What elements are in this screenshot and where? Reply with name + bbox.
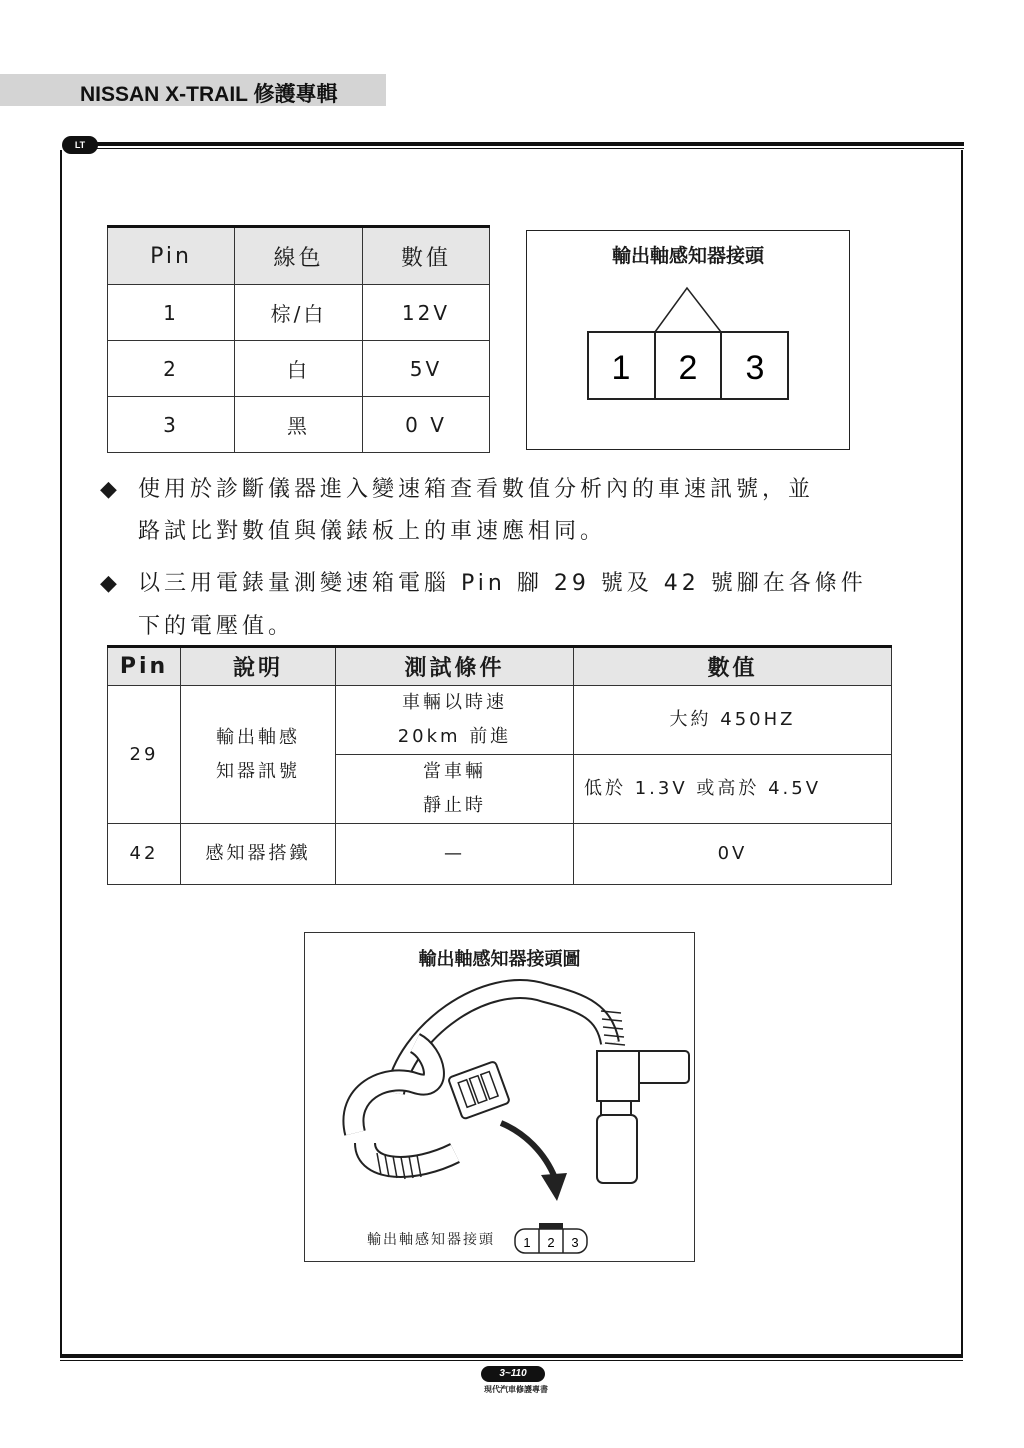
bullet-paragraph [100, 470, 814, 510]
figure-pin-label: 3 [571, 1235, 579, 1250]
column-header: Pin [108, 647, 181, 686]
description-cell: 感知器搭鐵 [181, 824, 336, 885]
bullet-text: 使用於診斷儀器進入變速箱查看數值分析內的車速訊號，並 [138, 477, 815, 502]
condition-line: 當車輛 [423, 761, 486, 782]
column-header: 說明 [181, 647, 336, 686]
pin-cell: 1 [108, 285, 235, 341]
value-cell: 低於 1.3V 或高於 4.5V [574, 755, 892, 824]
bullet-paragraph [100, 564, 867, 604]
table-row [108, 686, 892, 755]
wire-color-cell: 白 [235, 341, 363, 397]
table-row [108, 285, 490, 341]
description-line: 知器訊號 [216, 760, 300, 782]
sensor-illustration [305, 933, 696, 1263]
condition-line: 20km 前進 [397, 726, 512, 747]
value-cell: 12V [363, 285, 490, 341]
column-header: 數值 [574, 647, 892, 686]
figure-pin-label: 1 [523, 1235, 531, 1250]
wire-color-cell: 棕/白 [235, 285, 363, 341]
connector-pin-label: 2 [678, 349, 698, 387]
pin-cell: 29 [108, 686, 181, 824]
value-cell: 5V [363, 341, 490, 397]
bullet-text-continued: 下的電壓值。 [138, 614, 295, 639]
table-row [108, 824, 892, 885]
connector-shape [527, 231, 851, 451]
condition-cell: — [336, 824, 574, 885]
figure-caption: 輸出軸感知器接頭 [367, 1232, 495, 1248]
frame-top-thin-rule [74, 148, 964, 149]
connector-pin-label: 3 [745, 349, 765, 387]
connector-pin-label: 1 [611, 349, 631, 387]
description-line: 輸出軸感 [216, 726, 300, 748]
wire-color-cell: 黑 [235, 397, 363, 453]
condition-cell [336, 755, 574, 824]
value-cell: 0 V [363, 397, 490, 453]
table-header-row [108, 647, 892, 686]
frame-bottom-thin-rule [60, 1360, 963, 1361]
frame-top-rule [74, 142, 964, 146]
bullet-text-continued: 路試比對數值與儀錶板上的車速應相同。 [138, 519, 607, 544]
voltage-test-table [107, 645, 892, 885]
pin-cell: 2 [108, 341, 235, 397]
frame-right-rule [961, 150, 963, 1355]
condition-line: 車輛以時速 [402, 692, 507, 713]
figure-pin-label: 2 [547, 1235, 555, 1250]
page-number: 3~110 [481, 1366, 545, 1382]
frame-left-rule [60, 150, 62, 1355]
pin-color-table [107, 225, 490, 453]
table-row [108, 397, 490, 453]
publisher-name: 現代汽車修護專書 [484, 1385, 548, 1394]
value-cell: 大約 450HZ [574, 686, 892, 755]
value-cell: 0V [574, 824, 892, 885]
column-header: 數值 [363, 227, 490, 285]
table-header-row [108, 227, 490, 285]
connector-diagram [526, 230, 850, 450]
table-row [108, 341, 490, 397]
page-header-title: NISSAN X-TRAIL 修護專輯 [80, 83, 338, 106]
pin-cell: 3 [108, 397, 235, 453]
diamond-bullet-icon: ◆ [100, 571, 121, 596]
condition-line: 靜止時 [423, 795, 486, 816]
column-header: 測試條件 [336, 647, 574, 686]
condition-cell [336, 686, 574, 755]
publisher-logo: LT [62, 136, 98, 154]
diamond-bullet-icon: ◆ [100, 477, 121, 502]
figure-title: 輸出軸感知器接頭圖 [418, 949, 581, 970]
connector-diagram-title: 輸出軸感知器接頭 [611, 245, 764, 267]
column-header: 線色 [235, 227, 363, 285]
pin-cell: 42 [108, 824, 181, 885]
frame-bottom-rule [60, 1354, 963, 1358]
bullet-text: 以三用電錶量測變速箱電腦 Pin 腳 29 號及 42 號腳在各條件 [138, 571, 867, 596]
column-header: Pin [108, 227, 235, 285]
description-cell [181, 686, 336, 824]
sensor-figure [304, 932, 695, 1262]
